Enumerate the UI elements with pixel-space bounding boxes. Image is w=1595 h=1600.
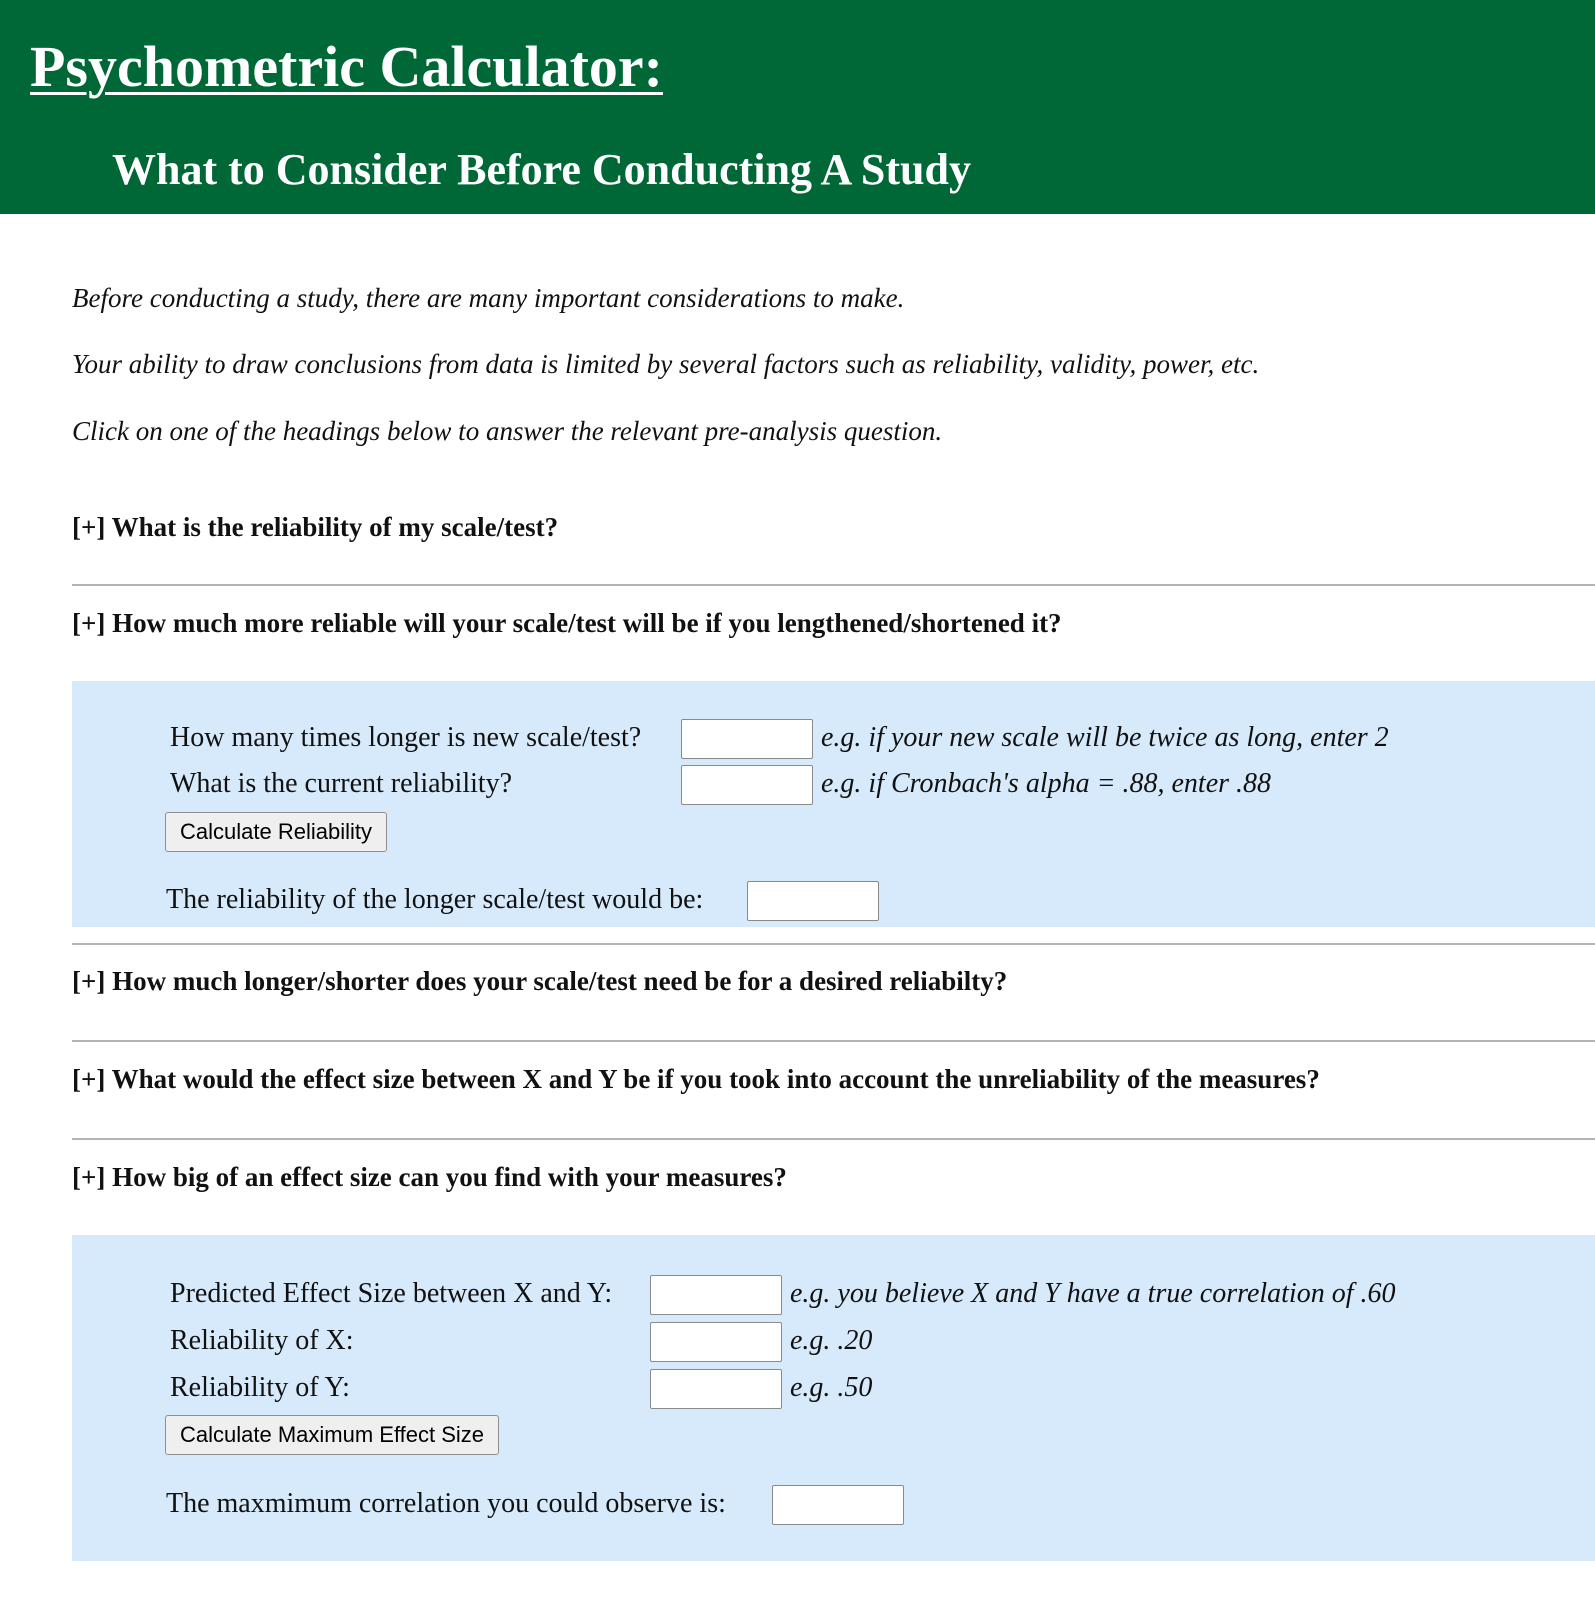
result-label: The reliability of the longer scale/test would be: xyxy=(166,884,704,915)
section-heading-lengthen[interactable]: [+] How much more reliable will your scale/test will be if you lengthened/shortened it? xyxy=(72,608,1062,638)
reliability-x-input[interactable] xyxy=(650,1322,782,1362)
field-label: Reliability of X: xyxy=(170,1325,354,1356)
section-heading-max-effect[interactable]: [+] How big of an effect size can you find with your measures? xyxy=(72,1162,787,1192)
calculate-reliability-button[interactable]: Calculate Reliability xyxy=(165,812,387,852)
result-label: The maxmimum correlation you could observe is: xyxy=(166,1488,726,1519)
times-longer-input[interactable] xyxy=(681,719,813,759)
field-hint: e.g. if your new scale will be twice as long, enter 2 xyxy=(821,722,1389,753)
page-header xyxy=(0,0,1595,214)
current-reliability-input[interactable] xyxy=(681,765,813,805)
section-divider xyxy=(72,943,1595,945)
section-divider xyxy=(72,1138,1595,1140)
longer-reliability-output[interactable] xyxy=(747,881,879,921)
predicted-effect-input[interactable] xyxy=(650,1275,782,1315)
section-heading-desired-length[interactable]: [+] How much longer/shorter does your scale/test need be for a desired reliabilty? xyxy=(72,966,1008,996)
intro-text: Before conducting a study, there are many important considerations to make. xyxy=(72,283,905,313)
reliability-y-input[interactable] xyxy=(650,1369,782,1409)
section-divider xyxy=(72,584,1595,586)
page-subtitle: What to Consider Before Conducting A Study xyxy=(112,145,971,194)
field-hint: e.g. you believe X and Y have a true correlation of .60 xyxy=(790,1278,1396,1309)
intro-text: Your ability to draw conclusions from data is limited by several factors such as reliability, validity, power, etc. xyxy=(72,349,1260,379)
section-divider xyxy=(72,1040,1595,1042)
section-heading-reliability[interactable]: [+] What is the reliability of my scale/test? xyxy=(72,512,559,542)
field-hint: e.g. if Cronbach's alpha = .88, enter .88 xyxy=(821,768,1272,799)
field-label: How many times longer is new scale/test? xyxy=(170,722,642,753)
section-heading-corrected-effect[interactable]: [+] What would the effect size between X and Y be if you took into account the unreliability of the measures? xyxy=(72,1064,1320,1094)
field-label: Reliability of Y: xyxy=(170,1372,350,1403)
field-label: What is the current reliability? xyxy=(170,768,513,799)
page-title: Psychometric Calculator: xyxy=(30,34,663,99)
calculate-max-effect-button[interactable]: Calculate Maximum Effect Size xyxy=(165,1415,499,1455)
field-hint: e.g. .50 xyxy=(790,1372,873,1403)
max-effect-calculator-panel xyxy=(72,1235,1595,1561)
intro-text: Click on one of the headings below to answer the relevant pre-analysis question. xyxy=(72,416,943,446)
max-correlation-output[interactable] xyxy=(772,1485,904,1525)
field-hint: e.g. .20 xyxy=(790,1325,873,1356)
lengthen-calculator-panel xyxy=(72,681,1595,927)
field-label: Predicted Effect Size between X and Y: xyxy=(170,1278,613,1309)
